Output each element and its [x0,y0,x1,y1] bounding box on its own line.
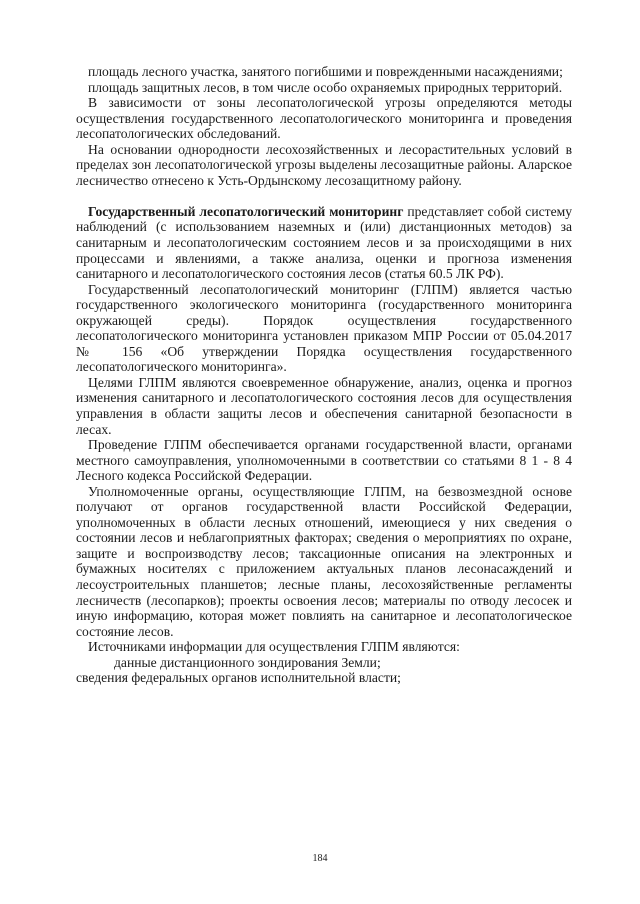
paragraph-gap [76,188,572,204]
paragraph-8 [76,437,572,484]
paragraph-4-text: На основании однородности лесохозяйственных и лесорастительных условий в пределах зон лесопатологической угрозы выделены лесозащитные районы. Аларское лесничество отнесено к Усть-Ордынскому лесозащитному району. [76,141,572,188]
paragraph-7-text: Целями ГЛПМ являются своевременное обнаружение, анализ, оценка и прогноз изменения санитарного и лесопатологического состояния лесов для осуществления управления в области защиты лесов и обеспечения санитарной безопасности в лесах. [76,374,572,437]
paragraph-2-text: площадь защитных лесов, в том числе особо охраняемых природных территорий. [88,79,563,95]
paragraph-9 [76,484,572,639]
paragraph-9-text: Уполномоченные органы, осуществляющие ГЛПМ, на безвозмездной основе получают от органов государственной власти Российской Федерации, уполномоченных в области лесных отношений, имеющиеся у них сведения о состоянии лесов и неблагоприятных факторах; сведения о мероприятиях по охране, защите и воспроизводству лесов; таксационные описания на электронных и бумажных носителях с приложением актуальных планов лесонасаждений и лесоустроительных планшетов; лесные планы, лесохозяйственные регламенты лесничеств (лесопарков); проекты освоения лесов; материалы по отводу лесосек и иную информацию, которая может повлиять на санитарное и лесопатологическое состояние лесов. [76,483,572,639]
paragraph-6-text: Государственный лесопатологический мониторинг (ГЛПМ) является частью государственного экологического мониторинга (государственного мониторинга окружающей среды). Порядок осуществления государственного лесопатологического мониторинга установлен приказом МПР России от 05.04.2017 № 156 «Об утверждении Порядка осуществления государственного лесопатологического мониторинга». [76,281,572,375]
paragraph-1 [76,64,572,80]
paragraph-5 [76,204,572,282]
paragraph-7 [76,375,572,437]
paragraph-11-text: данные дистанционного зондирования Земли; [114,654,381,670]
paragraph-3-text: В зависимости от зоны лесопатологической угрозы определяются методы осуществления государственного лесопатологического мониторинга и проведения лесопатологических обследований. [76,95,572,142]
paragraph-5-bold-term: Государственный лесопатологический мониторинг [88,203,404,219]
paragraph-4 [76,142,572,189]
paragraph-2 [76,80,572,96]
paragraph-3 [76,95,572,142]
paragraph-8-text: Проведение ГЛПМ обеспечивается органами государственной власти, органами местного самоуправления, уполномоченными в соответствии со статьями 8 1 - 8 4 Лесного кодекса Российской Федерации. [76,437,572,484]
document-body [76,64,572,686]
paragraph-1-text: площадь лесного участка, занятого погибшими и поврежденными насаждениями; [88,64,563,79]
paragraph-5-text: представляет собой систему наблюдений (с использованием наземных и (или) дистанционных методов) за санитарным и лесопатологическим состоянием лесов и за происходящими в них процессами и явлениями, а также анализа, оценки и прогноза изменения санитарного и лесопатологического состояния лесов (статья 60.5 ЛК РФ). [76,203,572,282]
paragraph-11 [76,655,572,671]
paragraph-12 [76,670,572,686]
paragraph-10 [76,639,572,655]
paragraph-12-text: сведения федеральных органов исполнительной власти; [76,670,401,686]
paragraph-10-text: Источниками информации для осуществления ГЛПМ являются: [88,639,460,655]
page-number: 184 [312,853,328,864]
paragraph-6 [76,282,572,375]
